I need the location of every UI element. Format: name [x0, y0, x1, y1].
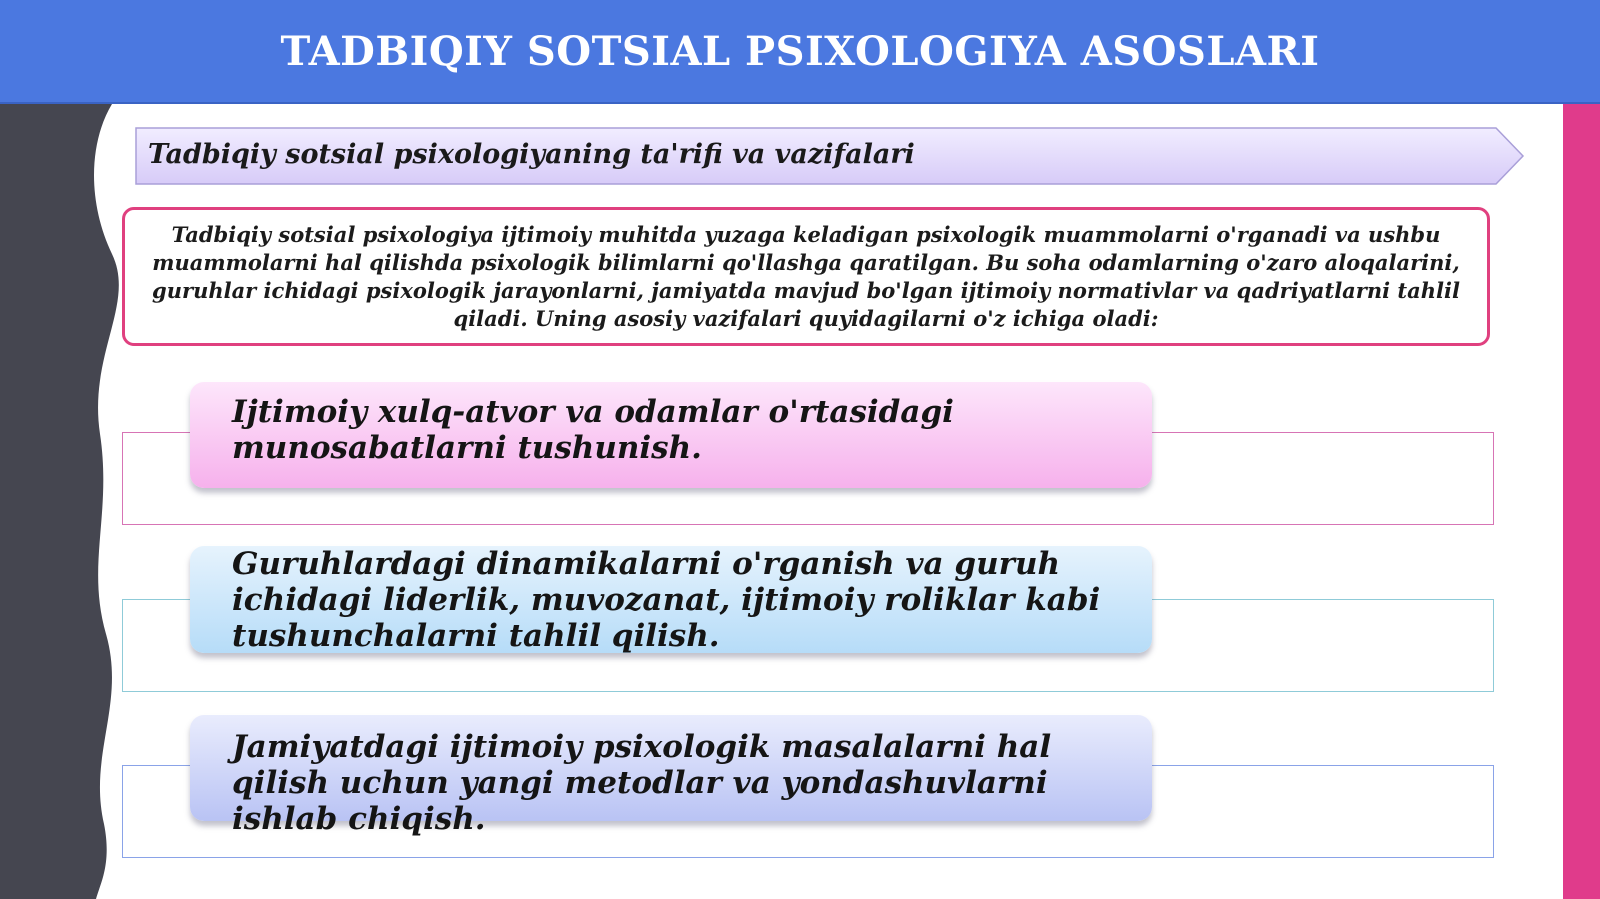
intro-box: [122, 207, 1490, 346]
slide-title: TADBIQIY SOTSIAL PSIXOLOGIYA ASOSLARI: [280, 27, 1320, 75]
task-text-3: Jamiyatdagi ijtimoiy psixologik masalalarni hal qilish uchun yangi metodlar va yondashuvlarni ishlab chiqish.: [232, 729, 1052, 837]
left-wave-panel: [0, 104, 120, 899]
intro-text: Tadbiqiy sotsial psixologiya ijtimoiy muhitda yuzaga keladigan psixologik muammolarni o'rganadi va ushbu muammolarni hal qilishda psixologik bilimlarni qo'llashga qaratilgan. Bu soha odamlarning o'zaro aloqalarini, guruhlar ichidagi psixologik jarayonlarni, jamiyatda mavjud bo'lgan ijtimoiy normativlar va qadriyatlarni tahlil qiladi. Uning asosiy vazifalari quyidagilarni o'z ichiga oladi:: [152, 221, 1460, 331]
task-card-2: [190, 546, 1152, 653]
task-text-1: Ijtimoiy xulq-atvor va odamlar o'rtasidagi munosabatlarni tushunish.: [232, 394, 954, 466]
right-accent-bar: [1563, 104, 1600, 899]
task-card-1: [190, 382, 1152, 488]
slide-header: [0, 0, 1600, 104]
section-title: Tadbiqiy sotsial psixologiyaning ta'rifi va vazifalari: [148, 139, 915, 170]
task-card-3: [190, 715, 1152, 837]
task-text-2: Guruhlardagi dinamikalarni o'rganish va guruh ichidagi liderlik, muvozanat, ijtimoiy roliklar kabi tushunchalarni tahlil qilish.: [232, 546, 1101, 654]
